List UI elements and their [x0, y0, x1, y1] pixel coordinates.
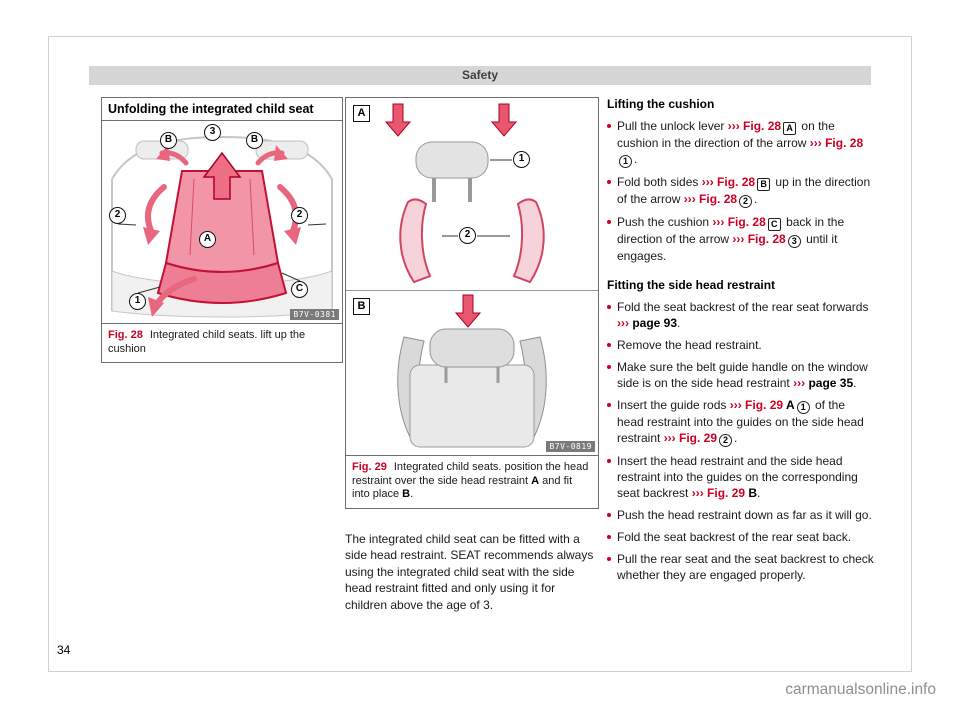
figure28-block	[101, 97, 343, 363]
left-column	[101, 97, 343, 363]
figure-reference: ››› Fig. 28	[712, 215, 766, 229]
text-segment: until it engages.	[617, 232, 838, 263]
figure28-badge-3: 3	[204, 124, 221, 141]
figure-reference: ››› Fig. 29	[663, 431, 718, 445]
bullet-item	[607, 359, 875, 391]
bullet-icon	[607, 299, 617, 331]
bullet-text	[617, 337, 875, 353]
callout-badge: C	[768, 218, 781, 231]
bullet-item	[607, 299, 875, 331]
callout-badge: 2	[739, 195, 752, 208]
bullet-icon	[607, 397, 617, 447]
section-header	[89, 66, 871, 85]
bullet-item	[607, 214, 875, 264]
page	[48, 36, 912, 672]
text-segment: Fold the seat backrest of the rear seat forwards	[617, 300, 869, 314]
figure28-badge-b-right: B	[246, 132, 263, 149]
callout-badge: B	[757, 178, 770, 191]
callout-badge: 1	[619, 155, 632, 168]
bullet-item	[607, 453, 875, 501]
figure28-code: B7V-0381	[290, 309, 339, 320]
bullet-icon	[607, 337, 617, 353]
bullet-text	[617, 397, 875, 447]
figure28	[102, 121, 342, 323]
body-paragraph: The integrated child seat can be fitted with a side head restraint. SEAT recommends always using the integrated child seat with the side head restraint fitted and only using it for children above the age of 3.	[345, 531, 594, 612]
bullet-icon	[607, 529, 617, 545]
text-segment: back in the direction of the arrow	[617, 215, 845, 246]
bullet-text	[617, 299, 875, 331]
figure29-block	[345, 97, 599, 509]
text-segment: A	[783, 398, 795, 412]
bullet-item	[607, 174, 875, 208]
bullet-list-lifting	[607, 118, 875, 264]
bullet-item	[607, 397, 875, 447]
bullet-item	[607, 551, 875, 583]
bullet-text	[617, 551, 875, 583]
figure-reference: ››› Fig. 29	[691, 486, 746, 500]
article-title: Unfolding the integrated child seat	[102, 98, 342, 121]
callout-badge: 2	[719, 434, 732, 447]
text-segment: Push the head restraint down as far as it will go.	[617, 508, 872, 522]
page-number: 34	[57, 643, 71, 657]
bullet-text	[617, 359, 875, 391]
figure29-code: B7V-0819	[546, 441, 595, 452]
figure28-caption	[102, 323, 342, 362]
figure-reference: Fig. 29	[352, 461, 387, 473]
bullet-icon	[607, 359, 617, 391]
bullet-text	[617, 529, 875, 545]
text-segment: page 93	[629, 316, 678, 330]
bullet-item	[607, 507, 875, 523]
text-segment: Fold the seat backrest of the rear seat back.	[617, 530, 852, 544]
text-segment: of the head restraint into the guides on the side head restraint	[617, 398, 864, 445]
figure-reference: ››› Fig. 28	[701, 175, 756, 189]
figure28-badge-2-right: 2	[291, 207, 308, 224]
section-header-label: Safety	[461, 68, 499, 82]
bullet-item	[607, 529, 875, 545]
text-segment: and fit into place	[352, 474, 573, 500]
bullet-text	[617, 507, 875, 523]
figure-reference: ››› Fig. 28	[727, 119, 782, 133]
text-segment: .	[634, 152, 638, 166]
text-segment: A	[531, 474, 540, 487]
figure29-caption	[346, 455, 598, 508]
text-segment: Integrated child seats. lift up the cushion	[108, 329, 306, 355]
figure29-panel-a	[346, 98, 598, 291]
text-segment: .	[853, 376, 857, 390]
text-segment: Pull the unlock lever	[617, 119, 728, 133]
middle-column	[345, 97, 599, 613]
text-segment: up in the direction of the arrow	[617, 175, 871, 206]
figure28-badge-c: C	[291, 281, 308, 298]
text-segment: B	[402, 488, 411, 500]
figure-reference: ›››	[793, 376, 806, 390]
bullet-icon	[607, 214, 617, 264]
bullet-list-fitting	[607, 299, 875, 583]
text-segment: Insert the guide rods	[617, 398, 730, 412]
text-segment: Integrated child seats. position the head restraint over the side head restraint	[352, 461, 589, 487]
text-segment: Pull the rear seat and the seat backrest to check whether they are engaged properly.	[617, 552, 874, 582]
watermark: carmanualsonline.info	[785, 681, 936, 698]
bullet-text	[617, 174, 875, 208]
text-segment: Push the cushion	[617, 215, 713, 229]
text-segment: .	[410, 488, 414, 500]
figure29-badge-2: 2	[459, 227, 476, 244]
bullet-item	[607, 337, 875, 353]
text-segment: Insert the head restraint and the side head restraint into the guides on the corresponding seat backrest	[617, 454, 858, 500]
text-segment: .	[757, 486, 761, 500]
text-segment: .	[734, 431, 738, 445]
right-column	[607, 97, 875, 589]
figure29-panel-a-label: A	[353, 105, 370, 122]
figure29-panel-b-label: B	[353, 298, 370, 315]
bullet-icon	[607, 507, 617, 523]
text-segment: .	[754, 192, 758, 206]
text-segment: Make sure the belt guide handle on the window side is on the side head restraint	[617, 360, 868, 390]
figure29-badge-1: 1	[513, 151, 530, 168]
subheading-fitting-side-head-restraint: Fitting the side head restraint	[607, 278, 776, 292]
bullet-icon	[607, 453, 617, 501]
figure-reference: ›››	[617, 316, 629, 330]
bullet-icon	[607, 551, 617, 583]
figure29-panel-b	[346, 291, 598, 455]
bullet-item	[607, 118, 875, 168]
subheading-lifting-the-cushion: Lifting the cushion	[607, 97, 715, 111]
figure-reference: Fig. 28	[108, 329, 143, 341]
callout-badge: 3	[788, 235, 801, 248]
bullet-text	[617, 453, 875, 501]
bullet-text	[617, 118, 875, 168]
figure-reference: ››› Fig. 28	[732, 232, 786, 246]
text-segment: page 35	[805, 376, 854, 390]
figure28-badge-b-left: B	[160, 132, 177, 149]
callout-badge: A	[783, 122, 796, 135]
figure28-badge-2-left: 2	[109, 207, 126, 224]
bullet-icon	[607, 118, 617, 168]
bullet-text	[617, 214, 875, 264]
figure-reference: ››› Fig. 29	[729, 398, 784, 412]
figure-reference: ››› Fig. 28	[809, 136, 864, 150]
figure28-badge-1: 1	[129, 293, 146, 310]
figure28-badge-a: A	[199, 231, 216, 248]
figure29-panel-a-illustration	[346, 98, 598, 290]
text-segment: on the cushion in the direction of the arrow	[617, 119, 835, 150]
figure-reference: ››› Fig. 28	[683, 192, 738, 206]
figure29-panel-b-illustration	[346, 291, 598, 455]
callout-badge: 1	[797, 401, 810, 414]
text-segment: Fold both sides	[617, 175, 702, 189]
text-segment: .	[677, 316, 681, 330]
text-segment: B	[745, 486, 758, 500]
bullet-icon	[607, 174, 617, 208]
text-segment: Remove the head restraint.	[617, 338, 762, 352]
